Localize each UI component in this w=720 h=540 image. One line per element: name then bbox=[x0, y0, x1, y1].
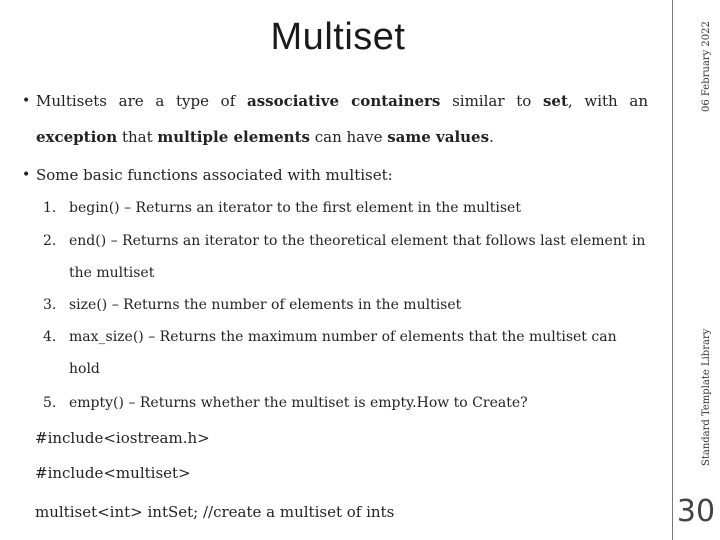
text-segment: similar to bbox=[440, 92, 543, 110]
code-line: multiset<int> intSet; //create a multiset of ints bbox=[35, 503, 395, 521]
list-item-text: empty() – Returns whether the multiset is empty.How to Create? bbox=[69, 395, 528, 411]
list-item bbox=[43, 392, 528, 414]
list-item-text-cont: the multiset bbox=[69, 265, 155, 281]
list-item-text-cont: hold bbox=[69, 361, 100, 377]
bullet-text: Some basic functions associated with multiset: bbox=[36, 166, 393, 184]
text-segment: , with an bbox=[567, 92, 649, 110]
list-item-number: 3. bbox=[43, 297, 57, 313]
slide-date: 06 February 2022 bbox=[701, 21, 712, 112]
text-segment-bold: exception bbox=[36, 128, 118, 146]
slide-title: Multiset bbox=[270, 16, 406, 58]
list-item-number: 1. bbox=[43, 200, 57, 216]
bullet-dot: • bbox=[22, 93, 31, 109]
slide-number: 30 bbox=[676, 494, 716, 529]
text-segment-bold: multiple elements bbox=[157, 128, 310, 146]
text-segment: can have bbox=[309, 128, 388, 146]
list-item-number: 4. bbox=[43, 329, 57, 345]
list-item bbox=[43, 197, 521, 219]
list-item bbox=[43, 230, 646, 281]
text-segment-bold: associative containers bbox=[246, 92, 441, 110]
text-segment: . bbox=[489, 128, 494, 146]
text-segment-bold: set bbox=[542, 92, 568, 110]
list-item bbox=[43, 326, 617, 377]
text-segment-bold: same values bbox=[387, 128, 490, 146]
bullet-multiset-definition bbox=[22, 86, 648, 150]
vertical-divider bbox=[672, 0, 673, 540]
bullet-dot: • bbox=[22, 167, 31, 183]
footer-label: Standard Template Library bbox=[701, 328, 712, 466]
list-item-text: size() – Returns the number of elements in the multiset bbox=[69, 297, 462, 313]
text-segment: Multisets are a type of bbox=[36, 92, 247, 110]
code-line: #include<multiset> bbox=[35, 464, 191, 482]
list-item bbox=[43, 294, 461, 316]
bullet-line-1 bbox=[36, 86, 648, 116]
list-item-text: end() – Returns an iterator to the theoretical element that follows last element in bbox=[69, 233, 646, 249]
list-item-text: begin() – Returns an iterator to the first element in the multiset bbox=[69, 200, 521, 216]
list-item-text: max_size() – Returns the maximum number of elements that the multiset can bbox=[69, 329, 617, 345]
list-item-number: 5. bbox=[43, 395, 57, 411]
code-line: #include<iostream.h> bbox=[35, 429, 210, 447]
bullet-line-2 bbox=[36, 122, 494, 152]
text-segment: that bbox=[117, 128, 158, 146]
list-item-number: 2. bbox=[43, 233, 57, 249]
